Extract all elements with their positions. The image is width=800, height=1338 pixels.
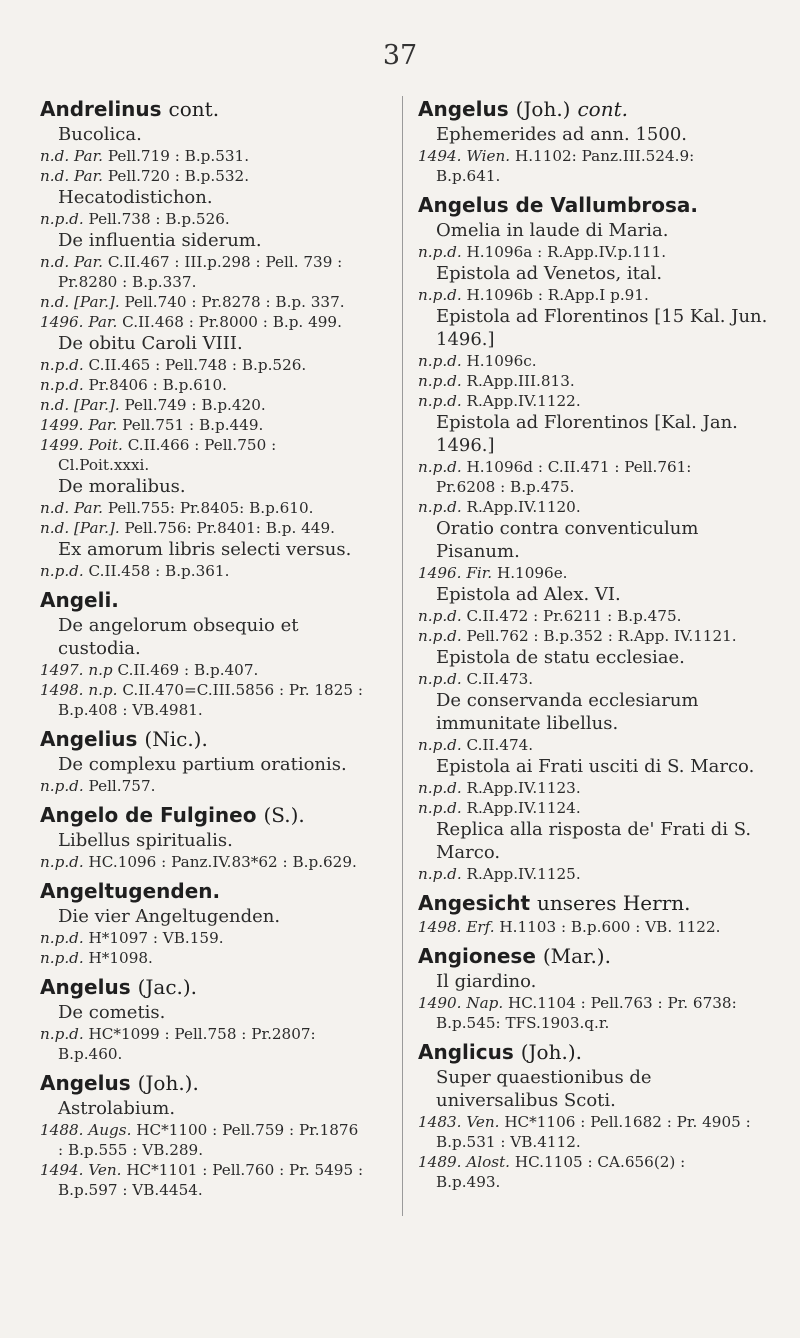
citation-line — [418, 993, 752, 1033]
citation-line — [40, 435, 364, 475]
author-name: Angelo de Fulgineo — [40, 803, 257, 827]
author-entry — [418, 890, 770, 937]
citation-line — [40, 209, 364, 229]
citation-line — [40, 395, 364, 415]
citation-place: n.p.d. — [40, 929, 84, 947]
author-heading — [418, 192, 770, 219]
citation-refs: HC.1096 : Panz.IV.83*62 : B.p.629. — [88, 853, 357, 871]
citation-refs: C.II.474. — [466, 736, 534, 754]
author-name: Angelius — [40, 727, 138, 751]
citation-city: Par. — [74, 147, 104, 165]
citation-place: n.p.d. — [418, 736, 462, 754]
citation-city: Ven. — [466, 1113, 500, 1131]
author-name: Angelus — [40, 975, 131, 999]
citation-refs: R.App.IV.1125. — [466, 865, 581, 883]
work-title: Il giardino. — [436, 971, 537, 992]
work-title: Replica alla risposta de' Frati di S. Marco. — [436, 819, 752, 863]
citation-line — [418, 626, 752, 646]
citation-place: 1494. — [418, 147, 462, 165]
author-name: Angelus de Vallumbrosa. — [418, 193, 698, 217]
citation-place: 1490. — [418, 994, 462, 1012]
author-name: Angelus — [418, 97, 509, 121]
citation-city: Erf. — [466, 918, 495, 936]
citation-city: Par. — [88, 416, 118, 434]
citation-city: Nap. — [466, 994, 504, 1012]
citation-refs: C.II.472 : Pr.6211 : B.p.475. — [466, 607, 682, 625]
citation-place: n.p.d. — [418, 865, 462, 883]
citation-refs: Pell.720 : B.p.532. — [107, 167, 250, 185]
citation-line — [418, 735, 752, 755]
author-heading — [418, 890, 770, 917]
citation-refs: C.II.473. — [466, 670, 534, 688]
citation-refs: H.1102: Panz.III.524.9: B.p.641. — [436, 147, 695, 185]
citation-place: 1499. — [40, 416, 84, 434]
author-name: Anglicus — [418, 1040, 514, 1064]
citation-city: Par. — [74, 167, 104, 185]
citation-line — [40, 660, 364, 680]
citation-refs: C.II.467 : III.p.298 : Pell. 739 : Pr.8280 : B.p.337. — [58, 253, 343, 291]
author-name: Angesicht — [418, 891, 531, 915]
author-entry — [418, 1039, 770, 1192]
citation-line — [418, 606, 752, 626]
citation-refs: Pell.751 : B.p.449. — [122, 416, 264, 434]
citation-city: Fir. — [466, 564, 493, 582]
citation-place: 1499. — [40, 436, 84, 454]
author-qualifier: (Jac.). — [137, 975, 198, 999]
citation-line — [418, 798, 752, 818]
citation-city: [Par.]. — [74, 396, 120, 414]
work-title: Astrolabium. — [58, 1098, 176, 1119]
citation-refs: HC*1100 : Pell.759 : Pr.1876 : B.p.555 : VB.289. — [58, 1121, 359, 1159]
citation-place: n.p.d. — [418, 799, 462, 817]
work-title: Hecatodistichon. — [58, 187, 213, 208]
column-divider — [402, 96, 403, 1216]
citation-line — [418, 917, 752, 937]
author-entry — [40, 974, 382, 1064]
citation-line — [40, 928, 364, 948]
work-title: Bucolica. — [58, 124, 142, 145]
author-entry — [40, 587, 382, 720]
author-heading — [40, 726, 382, 753]
author-qualifier: cont. — [168, 97, 220, 121]
citation-refs: Pell.738 : B.p.526. — [88, 210, 230, 228]
citation-place: n.p.d. — [418, 607, 462, 625]
citation-line — [40, 415, 364, 435]
citation-line — [40, 680, 364, 720]
work-title: De moralibus. — [58, 476, 186, 497]
work-title: Ex amorum libris selecti versus. — [58, 539, 352, 560]
citation-place: n.p.d. — [40, 356, 84, 374]
citation-place: n.d. — [40, 499, 70, 517]
work-title: Epistola ad Florentinos [15 Kal. Jun. 1496.] — [436, 306, 768, 350]
citation-place: n.p.d. — [418, 286, 462, 304]
citation-city: [Par.]. — [74, 519, 120, 537]
continued-label: cont. — [577, 97, 628, 121]
citation-refs: Pell.756: Pr.8401: B.p. 449. — [124, 519, 335, 537]
citation-place: n.p.d. — [418, 498, 462, 516]
citation-refs: HC*1106 : Pell.1682 : Pr. 4905 : B.p.531 : VB.4112. — [436, 1113, 751, 1151]
author-entry — [40, 96, 382, 581]
citation-place: n.d. — [40, 167, 70, 185]
citation-line — [40, 292, 364, 312]
author-name: Andrelinus — [40, 97, 162, 121]
citation-city: Par. — [74, 253, 104, 271]
citation-city: Par. — [74, 499, 104, 517]
citation-refs: HC*1101 : Pell.760 : Pr. 5495 : B.p.597 : VB.4454. — [58, 1161, 364, 1199]
citation-refs: R.App.III.813. — [466, 372, 575, 390]
citation-city: Ven. — [88, 1161, 122, 1179]
citation-refs: H*1097 : VB.159. — [88, 929, 224, 947]
citation-place: n.d. — [40, 293, 70, 311]
citation-refs: Pell.762 : B.p.352 : R.App. IV.1121. — [466, 627, 737, 645]
citation-place: 1497. — [40, 661, 84, 679]
citation-place: 1498. — [40, 681, 84, 699]
author-name: Angionese — [418, 944, 536, 968]
citation-place: 1496. — [40, 313, 84, 331]
citation-refs: Pell.719 : B.p.531. — [107, 147, 250, 165]
left-column — [40, 90, 382, 1200]
citation-line — [40, 948, 364, 968]
work-title: Ephemerides ad ann. 1500. — [436, 124, 687, 145]
citation-place: n.p.d. — [40, 210, 84, 228]
work-title: Epistola ad Florentinos [Kal. Jan. 1496.] — [436, 412, 738, 456]
citation-city: Alost. — [466, 1153, 511, 1171]
citation-line — [418, 778, 752, 798]
citation-line — [418, 146, 752, 186]
citation-refs: H.1096a : R.App.IV.p.111. — [466, 243, 667, 261]
work-title: Epistola de statu ecclesiae. — [436, 647, 685, 668]
author-heading — [40, 587, 382, 614]
citation-line — [418, 391, 752, 411]
citation-line — [418, 563, 752, 583]
citation-refs: C.II.470=C.III.5856 : Pr. 1825 : B.p.408 : VB.4981. — [58, 681, 363, 719]
citation-place: n.p.d. — [418, 627, 462, 645]
author-heading — [40, 802, 382, 829]
author-entry — [418, 943, 770, 1033]
work-title: De cometis. — [58, 1002, 166, 1023]
citation-line — [418, 285, 752, 305]
citation-place: n.p.d. — [418, 670, 462, 688]
author-heading — [40, 1070, 382, 1097]
citation-refs: R.App.IV.1123. — [466, 779, 581, 797]
citation-place: n.d. — [40, 396, 70, 414]
citation-refs: R.App.IV.1124. — [466, 799, 581, 817]
citation-refs: C.II.458 : B.p.361. — [88, 562, 230, 580]
citation-place: n.d. — [40, 253, 70, 271]
work-title: De obitu Caroli VIII. — [58, 333, 243, 354]
citation-place: 1489. — [418, 1153, 462, 1171]
citation-refs: R.App.IV.1122. — [466, 392, 581, 410]
citation-refs: C.II.465 : Pell.748 : B.p.526. — [88, 356, 307, 374]
citation-place: 1494. — [40, 1161, 84, 1179]
citation-line — [40, 355, 364, 375]
work-title: Super quaestionibus de universalibus Scoti. — [436, 1067, 652, 1111]
citation-line — [40, 1160, 364, 1200]
citation-line — [40, 375, 364, 395]
citation-refs: H.1096b : R.App.I p.91. — [466, 286, 649, 304]
citation-refs: C.II.469 : B.p.407. — [117, 661, 259, 679]
citation-city: [Par.]. — [74, 293, 120, 311]
citation-city: n.p. — [88, 681, 118, 699]
citation-line — [418, 1112, 752, 1152]
citation-place: n.d. — [40, 147, 70, 165]
citation-refs: Pell.749 : B.p.420. — [124, 396, 266, 414]
citation-city: Augs. — [88, 1121, 132, 1139]
citation-line — [40, 852, 364, 872]
citation-refs: Pell.757. — [88, 777, 156, 795]
citation-place: n.p.d. — [40, 949, 84, 967]
citation-place: n.p.d. — [40, 777, 84, 795]
citation-place: n.p.d. — [40, 1025, 84, 1043]
work-title: Epistola ad Venetos, ital. — [436, 263, 663, 284]
author-heading — [40, 96, 382, 123]
citation-place: n.p.d. — [40, 562, 84, 580]
author-name: Angeli. — [40, 588, 119, 612]
author-name: Angeltugenden. — [40, 879, 221, 903]
author-qualifier: (Joh.). — [137, 1071, 199, 1095]
author-name: Angelus — [40, 1071, 131, 1095]
citation-place: 1483. — [418, 1113, 462, 1131]
citation-line — [40, 312, 364, 332]
work-title: De influentia siderum. — [58, 230, 262, 251]
work-title: Epistola ai Frati usciti di S. Marco. — [436, 756, 755, 777]
citation-place: 1488. — [40, 1121, 84, 1139]
citation-line — [40, 1120, 364, 1160]
citation-refs: Pell.740 : Pr.8278 : B.p. 337. — [124, 293, 345, 311]
citation-line — [418, 497, 752, 517]
citation-city: Wien. — [466, 147, 511, 165]
citation-place: n.p.d. — [40, 853, 84, 871]
author-qualifier: (S.). — [263, 803, 305, 827]
citation-refs: HC*1099 : Pell.758 : Pr.2807: B.p.460. — [58, 1025, 316, 1063]
citation-refs: C.II.468 : Pr.8000 : B.p. 499. — [122, 313, 342, 331]
author-qualifier: (Joh.) — [515, 97, 571, 121]
work-title: De angelorum obsequio et custodia. — [58, 615, 299, 659]
work-title: Epistola ad Alex. VI. — [436, 584, 621, 605]
work-title: Libellus spiritualis. — [58, 830, 233, 851]
citation-line — [418, 351, 752, 371]
citation-place: n.p.d. — [418, 458, 462, 476]
right-column — [418, 90, 770, 1192]
citation-place: n.p.d. — [418, 372, 462, 390]
citation-refs: H.1103 : B.p.600 : VB. 1122. — [499, 918, 721, 936]
author-heading — [418, 96, 770, 123]
citation-line — [40, 561, 364, 581]
author-entry — [40, 878, 382, 968]
citation-line — [40, 146, 364, 166]
citation-line — [40, 1024, 364, 1064]
citation-refs: Pell.755: Pr.8405: B.p.610. — [107, 499, 314, 517]
citation-city: n.p — [88, 661, 113, 679]
citation-refs: HC.1105 : CA.656(2) : B.p.493. — [436, 1153, 686, 1191]
work-title: Die vier Angeltugenden. — [58, 906, 281, 927]
citation-refs: H.1096e. — [496, 564, 568, 582]
citation-place: n.p.d. — [418, 243, 462, 261]
author-qualifier: (Mar.). — [542, 944, 611, 968]
work-title: De conservanda ecclesiarum immunitate libellus. — [436, 690, 699, 734]
citation-city: Poit. — [88, 436, 123, 454]
author-heading — [40, 878, 382, 905]
citation-line — [418, 457, 752, 497]
citation-place: 1498. — [418, 918, 462, 936]
citation-refs: H.1096d : C.II.471 : Pell.761: Pr.6208 : B.p.475. — [436, 458, 692, 496]
citation-line — [418, 864, 752, 884]
citation-line — [40, 498, 364, 518]
author-qualifier: (Nic.). — [144, 727, 208, 751]
citation-refs: HC.1104 : Pell.763 : Pr. 6738: B.p.545: TFS.1903.q.r. — [436, 994, 737, 1032]
citation-refs: H*1098. — [88, 949, 153, 967]
page-number: 37 — [382, 40, 418, 71]
author-entry — [40, 1070, 382, 1200]
author-heading — [418, 943, 770, 970]
author-entry — [418, 96, 770, 186]
citation-place: n.p.d. — [418, 352, 462, 370]
citation-line — [418, 242, 752, 262]
citation-line — [418, 1152, 752, 1192]
author-heading — [40, 974, 382, 1001]
citation-place: n.p.d. — [418, 779, 462, 797]
citation-line — [418, 669, 752, 689]
author-qualifier: unseres Herrn. — [536, 891, 691, 915]
citation-refs: Pr.8406 : B.p.610. — [88, 376, 227, 394]
citation-city: Par. — [88, 313, 118, 331]
citation-line — [40, 518, 364, 538]
citation-place: n.d. — [40, 519, 70, 537]
work-title: De complexu partium orationis. — [58, 754, 347, 775]
work-title: Oratio contra conventiculum Pisanum. — [436, 518, 699, 562]
citation-refs: C.II.466 : Pell.750 : Cl.Poit.xxxi. — [58, 436, 277, 474]
citation-line — [40, 252, 364, 292]
citation-refs: R.App.IV.1120. — [466, 498, 581, 516]
citation-line — [40, 776, 364, 796]
citation-place: 1496. — [418, 564, 462, 582]
citation-refs: H.1096c. — [466, 352, 537, 370]
work-title: Omelia in laude di Maria. — [436, 220, 669, 241]
author-entry — [418, 192, 770, 884]
citation-line — [418, 371, 752, 391]
author-heading — [418, 1039, 770, 1066]
author-entry — [40, 802, 382, 872]
citation-line — [40, 166, 364, 186]
citation-place: n.p.d. — [418, 392, 462, 410]
author-qualifier: (Joh.). — [520, 1040, 582, 1064]
citation-place: n.p.d. — [40, 376, 84, 394]
author-entry — [40, 726, 382, 796]
